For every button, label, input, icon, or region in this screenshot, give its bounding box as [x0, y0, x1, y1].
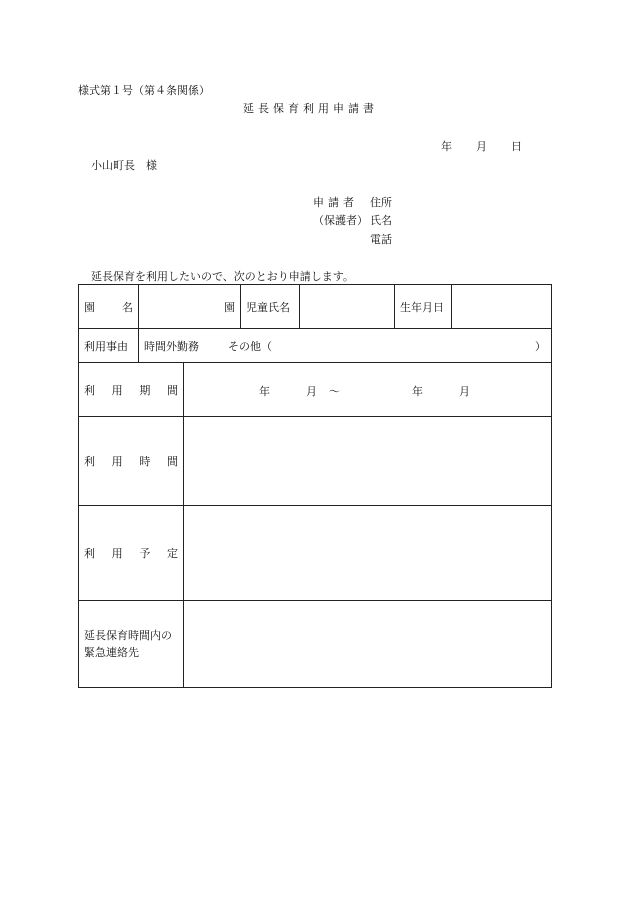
nursery-name-field[interactable]: [139, 285, 241, 329]
period-label: 利 用 期 間: [79, 363, 184, 417]
page-title: 延長保育利用申請書: [243, 102, 378, 115]
birthdate-field[interactable]: [452, 285, 552, 329]
period-month2: 月: [459, 385, 470, 398]
phone-label: 電話: [370, 233, 392, 246]
row-nursery: [79, 285, 552, 329]
application-table: [78, 284, 552, 688]
date-year-label: 年: [441, 140, 452, 153]
row-reason: [79, 329, 552, 363]
close-paren: ）: [535, 339, 546, 353]
child-name-field[interactable]: [300, 285, 395, 329]
reason-field[interactable]: [139, 329, 552, 363]
period-month1: 月: [306, 385, 317, 398]
period-year2: 年: [412, 385, 423, 398]
other-option[interactable]: その他（: [228, 339, 272, 353]
nursery-suffix: 園: [224, 300, 235, 314]
row-schedule: [79, 506, 552, 601]
overtime-option[interactable]: 時間外勤務: [144, 339, 199, 353]
guardian-label: （保護者）: [313, 214, 368, 227]
reason-label: 利用事由: [79, 329, 139, 363]
addressee: 小山町長 様: [91, 159, 157, 172]
row-hours: [79, 417, 552, 506]
hours-field[interactable]: [184, 417, 552, 506]
address-label: 住所: [370, 196, 392, 209]
schedule-label: 利 用 予 定: [79, 506, 184, 601]
form-number: 様式第１号（第４条関係）: [78, 84, 210, 97]
applicant-label: 申請者: [313, 196, 358, 209]
period-field[interactable]: [184, 363, 552, 417]
schedule-field[interactable]: [184, 506, 552, 601]
date-month-label: 月: [476, 140, 487, 153]
date-day-label: 日: [511, 140, 522, 153]
row-emergency-contact: [79, 601, 552, 688]
name-label: 氏名: [370, 214, 392, 227]
emergency-contact-label: 延長保育時間内の 緊急連絡先: [79, 601, 184, 688]
period-tilde: ～: [329, 385, 340, 398]
row-period: [79, 363, 552, 417]
birthdate-label: 生年月日: [395, 285, 452, 329]
emergency-contact-field[interactable]: [184, 601, 552, 688]
nursery-name-label: 園 名: [79, 285, 139, 329]
hours-label: 利 用 時 間: [79, 417, 184, 506]
intro-text: 延長保育を利用したいので、次のとおり申請します。: [91, 270, 354, 283]
period-year1: 年: [259, 385, 270, 398]
child-name-label: 児童氏名: [241, 285, 300, 329]
